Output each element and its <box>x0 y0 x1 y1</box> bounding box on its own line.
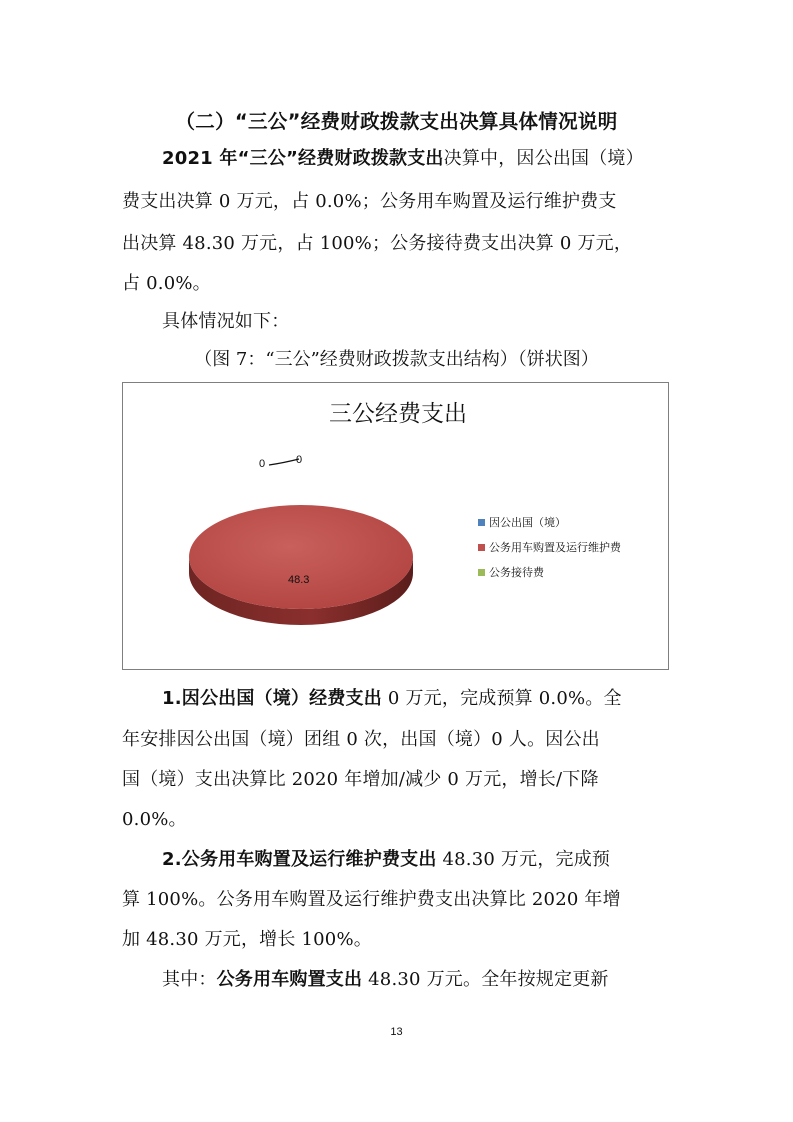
section1-bold: 1.因公出国（境）经费支出 <box>162 688 382 709</box>
section3-text: 48.30 万元。全年按规定更新 <box>362 969 609 990</box>
data-label-reception: 0 <box>296 454 303 466</box>
legend-swatch-reception <box>478 569 485 576</box>
section-heading: （二）“三公”经费财政拨款支出决算具体情况说明 <box>175 110 618 133</box>
section2-line-2: 算 100%。公务用车购置及运行维护费支出决算比 2020 年增 <box>122 889 621 910</box>
section1-line-4: 0.0%。 <box>122 809 187 830</box>
leader-line <box>269 459 299 465</box>
data-label-abroad: 0 <box>259 458 266 470</box>
chart-title: 三公经费支出 <box>329 401 467 427</box>
legend-label-reception: 公务接待费 <box>489 566 544 579</box>
section1-text-1: 0 万元，完成预算 0.0%。全 <box>381 688 622 709</box>
chart-legend <box>478 515 622 579</box>
intro-text-1: 决算中，因公出国（境） <box>443 148 644 169</box>
pie-chart <box>122 382 669 670</box>
section2-line-1 <box>162 846 610 874</box>
intro-line-1 <box>162 145 644 173</box>
data-label-vehicle: 48.3 <box>288 574 310 586</box>
intro-line-3: 出决算 48.30 万元，占 100%；公务接待费支出决算 0 万元， <box>122 233 633 254</box>
page-number: 13 <box>390 1026 403 1038</box>
details-intro: 具体情况如下： <box>162 311 290 332</box>
figure-caption: （图 7：“三公”经费财政拨款支出结构）（饼状图） <box>194 349 599 370</box>
intro-line-4: 占 0.0%。 <box>122 273 211 294</box>
section1-line-3: 国（境）支出决算比 2020 年增加/减少 0 万元，增长/下降 <box>122 769 599 790</box>
section3-bold: 公务用车购置支出 <box>216 969 363 990</box>
legend-label-vehicle: 公务用车购置及运行维护费 <box>489 541 621 554</box>
legend-swatch-abroad <box>478 519 485 526</box>
section1-line-1 <box>162 685 622 713</box>
pie-slice-vehicle <box>189 505 413 609</box>
intro-line-2: 费支出决算 0 万元，占 0.0%；公务用车购置及运行维护费支 <box>122 191 617 212</box>
intro-bold: 2021 年“三公”经费财政拨款支出 <box>162 148 444 169</box>
legend-swatch-vehicle <box>478 544 485 551</box>
section2-bold: 2.公务用车购置及运行维护费支出 <box>162 849 437 870</box>
section2-line-3: 加 48.30 万元，增长 100%。 <box>122 929 372 950</box>
section3-line-1 <box>162 966 609 994</box>
pie-chart-svg <box>123 383 670 671</box>
section1-line-2: 年安排因公出国（境）团组 0 次，出国（境）0 人。因公出 <box>122 729 600 750</box>
section3-prefix: 其中： <box>162 969 217 990</box>
section2-text-1: 48.30 万元，完成预 <box>436 849 611 870</box>
legend-label-abroad: 因公出国（境） <box>489 516 566 529</box>
